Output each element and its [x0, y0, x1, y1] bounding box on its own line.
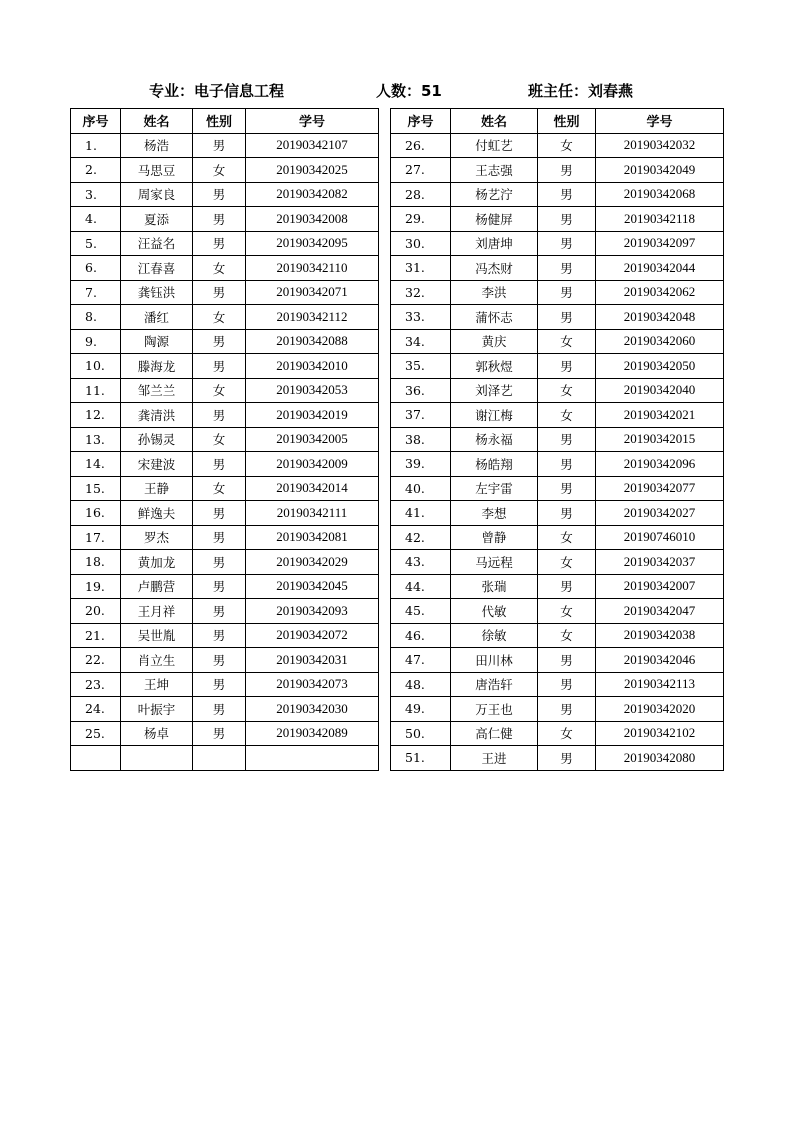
row-name: 杨皓翔 — [451, 452, 538, 477]
row-student-id: 20190342093 — [246, 599, 379, 624]
table-row — [391, 452, 724, 477]
roster-body-right — [391, 133, 724, 770]
row-name: 孙锡灵 — [121, 427, 193, 452]
table-row — [391, 329, 724, 354]
row-sex: 男 — [538, 746, 596, 771]
row-student-id: 20190342060 — [596, 329, 724, 354]
col-header-id: 学号 — [596, 109, 724, 134]
row-student-id: 20190342062 — [596, 280, 724, 305]
row-name: 徐敏 — [451, 623, 538, 648]
row-name: 张瑞 — [451, 574, 538, 599]
row-sex: 男 — [538, 452, 596, 477]
row-name: 邹兰兰 — [121, 378, 193, 403]
row-seq: 41. — [391, 501, 451, 526]
row-name: 杨永福 — [451, 427, 538, 452]
row-student-id: 20190342089 — [246, 721, 379, 746]
table-row — [391, 280, 724, 305]
row-sex: 男 — [538, 697, 596, 722]
row-name: 蒲怀志 — [451, 305, 538, 330]
row-seq: 23. — [71, 672, 121, 697]
col-header-name: 姓名 — [451, 109, 538, 134]
row-student-id: 20190342072 — [246, 623, 379, 648]
row-student-id: 20190342040 — [596, 378, 724, 403]
row-sex: 女 — [538, 550, 596, 575]
table-row — [71, 550, 379, 575]
table-row — [391, 354, 724, 379]
row-seq: 15. — [71, 476, 121, 501]
row-name: 马远程 — [451, 550, 538, 575]
table-row — [391, 427, 724, 452]
col-header-id: 学号 — [246, 109, 379, 134]
row-name: 冯杰财 — [451, 256, 538, 281]
table-row — [71, 746, 379, 771]
table-row — [391, 623, 724, 648]
table-row — [71, 378, 379, 403]
row-seq: 47. — [391, 648, 451, 673]
row-seq: 29. — [391, 207, 451, 232]
row-sex: 男 — [538, 501, 596, 526]
row-name: 黄加龙 — [121, 550, 193, 575]
row-sex: 男 — [193, 329, 246, 354]
row-seq: 28. — [391, 182, 451, 207]
row-student-id: 20190342037 — [596, 550, 724, 575]
row-student-id: 20190342113 — [596, 672, 724, 697]
row-sex: 男 — [193, 354, 246, 379]
row-seq: 7. — [71, 280, 121, 305]
table-row — [391, 133, 724, 158]
row-student-id: 20190342027 — [596, 501, 724, 526]
row-seq: 21. — [71, 623, 121, 648]
col-header-sex: 性别 — [193, 109, 246, 134]
table-row — [391, 525, 724, 550]
table-row — [71, 207, 379, 232]
row-sex: 男 — [193, 648, 246, 673]
row-name: 罗杰 — [121, 525, 193, 550]
table-row — [391, 574, 724, 599]
major-label: 专业：电子信息工程 — [149, 82, 285, 100]
table-row — [71, 574, 379, 599]
row-student-id: 20190342045 — [246, 574, 379, 599]
roster-table-left — [70, 108, 379, 771]
row-name: 卢鹏营 — [121, 574, 193, 599]
row-seq: 34. — [391, 329, 451, 354]
student-count-label: 人数：51 — [376, 82, 442, 100]
row-name: 刘泽艺 — [451, 378, 538, 403]
row-sex: 男 — [193, 525, 246, 550]
row-name: 潘红 — [121, 305, 193, 330]
row-sex: 女 — [193, 476, 246, 501]
row-seq: 44. — [391, 574, 451, 599]
row-name: 龚钰洪 — [121, 280, 193, 305]
col-header-seq: 序号 — [391, 109, 451, 134]
row-seq: 3. — [71, 182, 121, 207]
row-sex: 女 — [538, 378, 596, 403]
table-row — [391, 378, 724, 403]
table-row — [71, 452, 379, 477]
row-sex: 男 — [193, 550, 246, 575]
row-name: 王静 — [121, 476, 193, 501]
row-sex: 女 — [193, 256, 246, 281]
row-sex: 男 — [538, 207, 596, 232]
table-row — [71, 525, 379, 550]
row-sex: 男 — [193, 574, 246, 599]
row-name: 付虹艺 — [451, 133, 538, 158]
table-row — [71, 599, 379, 624]
row-sex — [193, 746, 246, 771]
row-student-id: 20190342071 — [246, 280, 379, 305]
row-sex: 男 — [193, 403, 246, 428]
col-header-seq: 序号 — [71, 109, 121, 134]
row-name: 谢江梅 — [451, 403, 538, 428]
row-name: 鲜逸夫 — [121, 501, 193, 526]
row-student-id: 20190342021 — [596, 403, 724, 428]
row-seq: 10. — [71, 354, 121, 379]
row-seq: 49. — [391, 697, 451, 722]
table-row — [391, 648, 724, 673]
row-student-id: 20190342077 — [596, 476, 724, 501]
row-name: 吴世胤 — [121, 623, 193, 648]
row-name: 滕海龙 — [121, 354, 193, 379]
row-sex: 男 — [193, 280, 246, 305]
row-seq: 18. — [71, 550, 121, 575]
table-row — [71, 476, 379, 501]
row-seq: 50. — [391, 721, 451, 746]
table-row — [391, 599, 724, 624]
row-sex: 男 — [193, 721, 246, 746]
row-student-id: 20190342014 — [246, 476, 379, 501]
row-name: 李想 — [451, 501, 538, 526]
row-seq — [71, 746, 121, 771]
row-student-id: 20190342073 — [246, 672, 379, 697]
row-sex: 男 — [193, 697, 246, 722]
row-seq: 14. — [71, 452, 121, 477]
row-student-id: 20190342031 — [246, 648, 379, 673]
table-row — [391, 697, 724, 722]
table-row — [391, 476, 724, 501]
row-sex: 男 — [538, 648, 596, 673]
table-row — [71, 697, 379, 722]
row-student-id: 20190342008 — [246, 207, 379, 232]
row-name: 陶源 — [121, 329, 193, 354]
row-sex: 女 — [538, 525, 596, 550]
row-sex: 女 — [538, 623, 596, 648]
row-student-id: 20190342080 — [596, 746, 724, 771]
row-student-id: 20190342097 — [596, 231, 724, 256]
row-name: 杨艺泞 — [451, 182, 538, 207]
row-seq: 38. — [391, 427, 451, 452]
row-name: 王进 — [451, 746, 538, 771]
row-sex: 女 — [193, 305, 246, 330]
row-name: 叶振宇 — [121, 697, 193, 722]
row-name: 宋建波 — [121, 452, 193, 477]
row-name: 周家良 — [121, 182, 193, 207]
row-student-id: 20190342015 — [596, 427, 724, 452]
table-row — [391, 182, 724, 207]
col-header-name: 姓名 — [121, 109, 193, 134]
row-seq: 9. — [71, 329, 121, 354]
row-student-id: 20190342046 — [596, 648, 724, 673]
table-row — [71, 158, 379, 183]
row-student-id: 20190342118 — [596, 207, 724, 232]
row-seq: 45. — [391, 599, 451, 624]
head-teacher-label: 班主任：刘春燕 — [528, 82, 634, 100]
row-seq: 24. — [71, 697, 121, 722]
table-header-row — [391, 109, 724, 134]
table-row — [391, 721, 724, 746]
row-sex: 女 — [538, 403, 596, 428]
table-row — [391, 256, 724, 281]
table-row — [71, 623, 379, 648]
row-student-id: 20190342049 — [596, 158, 724, 183]
row-student-id: 20190342047 — [596, 599, 724, 624]
row-seq: 42. — [391, 525, 451, 550]
row-student-id: 20190342096 — [596, 452, 724, 477]
row-seq: 8. — [71, 305, 121, 330]
row-student-id: 20190342025 — [246, 158, 379, 183]
row-sex: 男 — [193, 623, 246, 648]
row-name — [121, 746, 193, 771]
row-seq: 30. — [391, 231, 451, 256]
row-sex: 男 — [193, 452, 246, 477]
row-seq: 33. — [391, 305, 451, 330]
table-row — [71, 403, 379, 428]
row-seq: 31. — [391, 256, 451, 281]
row-name: 郭秋煜 — [451, 354, 538, 379]
row-student-id: 20190342048 — [596, 305, 724, 330]
row-seq: 43. — [391, 550, 451, 575]
row-seq: 32. — [391, 280, 451, 305]
row-name: 马思豆 — [121, 158, 193, 183]
row-seq: 5. — [71, 231, 121, 256]
row-seq: 20. — [71, 599, 121, 624]
table-row — [391, 746, 724, 771]
row-seq: 13. — [71, 427, 121, 452]
row-name: 唐浩轩 — [451, 672, 538, 697]
table-row — [391, 672, 724, 697]
row-seq: 36. — [391, 378, 451, 403]
row-sex: 男 — [538, 476, 596, 501]
row-seq: 48. — [391, 672, 451, 697]
table-row — [71, 231, 379, 256]
roster-table-right — [390, 108, 724, 771]
row-seq: 40. — [391, 476, 451, 501]
roster-body-left — [71, 133, 379, 770]
table-row — [71, 280, 379, 305]
row-sex: 男 — [538, 158, 596, 183]
table-row — [391, 501, 724, 526]
row-name: 王志强 — [451, 158, 538, 183]
table-row — [391, 231, 724, 256]
row-student-id: 20190342020 — [596, 697, 724, 722]
row-student-id: 20190342081 — [246, 525, 379, 550]
row-name: 杨卓 — [121, 721, 193, 746]
row-student-id: 20190342110 — [246, 256, 379, 281]
row-student-id: 20190342088 — [246, 329, 379, 354]
row-name: 夏添 — [121, 207, 193, 232]
row-sex: 男 — [538, 672, 596, 697]
table-header-row — [71, 109, 379, 134]
row-name: 左宇雷 — [451, 476, 538, 501]
table-row — [71, 256, 379, 281]
row-name: 杨浩 — [121, 133, 193, 158]
row-name: 肖立生 — [121, 648, 193, 673]
table-row — [71, 354, 379, 379]
row-student-id: 20190342007 — [596, 574, 724, 599]
table-row — [71, 329, 379, 354]
row-student-id: 20190342005 — [246, 427, 379, 452]
row-seq: 17. — [71, 525, 121, 550]
row-sex: 女 — [538, 721, 596, 746]
table-row — [391, 158, 724, 183]
row-seq: 27. — [391, 158, 451, 183]
table-row — [391, 550, 724, 575]
row-seq: 26. — [391, 133, 451, 158]
row-seq: 46. — [391, 623, 451, 648]
row-student-id: 20190342102 — [596, 721, 724, 746]
row-seq: 19. — [71, 574, 121, 599]
row-seq: 22. — [71, 648, 121, 673]
row-name: 高仁健 — [451, 721, 538, 746]
table-row — [71, 648, 379, 673]
row-name: 田川林 — [451, 648, 538, 673]
row-name: 万王也 — [451, 697, 538, 722]
table-row — [391, 207, 724, 232]
row-name: 李洪 — [451, 280, 538, 305]
row-sex: 男 — [193, 599, 246, 624]
row-student-id: 20190342030 — [246, 697, 379, 722]
row-student-id: 20190342095 — [246, 231, 379, 256]
row-student-id: 20190342053 — [246, 378, 379, 403]
row-name: 杨健屏 — [451, 207, 538, 232]
row-seq: 35. — [391, 354, 451, 379]
row-sex: 女 — [538, 329, 596, 354]
row-seq: 4. — [71, 207, 121, 232]
row-name: 江春喜 — [121, 256, 193, 281]
row-student-id: 20190342107 — [246, 133, 379, 158]
row-sex: 男 — [193, 231, 246, 256]
row-sex: 男 — [538, 427, 596, 452]
row-name: 黄庆 — [451, 329, 538, 354]
row-student-id: 20190342032 — [596, 133, 724, 158]
row-sex: 男 — [538, 280, 596, 305]
row-name: 代敏 — [451, 599, 538, 624]
table-row — [71, 721, 379, 746]
row-sex: 男 — [193, 133, 246, 158]
row-sex: 男 — [538, 256, 596, 281]
row-seq: 51. — [391, 746, 451, 771]
table-row — [71, 501, 379, 526]
row-sex: 女 — [538, 133, 596, 158]
row-sex: 男 — [538, 354, 596, 379]
row-sex: 女 — [538, 599, 596, 624]
row-sex: 男 — [538, 231, 596, 256]
row-sex: 男 — [193, 501, 246, 526]
row-seq: 2. — [71, 158, 121, 183]
row-sex: 男 — [193, 182, 246, 207]
row-name: 汪益名 — [121, 231, 193, 256]
row-student-id: 20190342082 — [246, 182, 379, 207]
row-seq: 37. — [391, 403, 451, 428]
row-student-id: 20190746010 — [596, 525, 724, 550]
row-student-id: 20190342009 — [246, 452, 379, 477]
row-seq: 39. — [391, 452, 451, 477]
row-seq: 25. — [71, 721, 121, 746]
row-student-id: 20190342111 — [246, 501, 379, 526]
table-row — [391, 403, 724, 428]
table-row — [391, 305, 724, 330]
row-sex: 女 — [193, 158, 246, 183]
row-sex: 男 — [538, 574, 596, 599]
row-name: 王月祥 — [121, 599, 193, 624]
row-student-id: 20190342112 — [246, 305, 379, 330]
row-student-id: 20190342044 — [596, 256, 724, 281]
row-seq: 11. — [71, 378, 121, 403]
row-student-id: 20190342050 — [596, 354, 724, 379]
table-row — [71, 182, 379, 207]
row-name: 刘唐坤 — [451, 231, 538, 256]
table-row — [71, 672, 379, 697]
table-row — [71, 305, 379, 330]
row-seq: 16. — [71, 501, 121, 526]
row-sex: 女 — [193, 427, 246, 452]
row-student-id: 20190342010 — [246, 354, 379, 379]
row-student-id: 20190342019 — [246, 403, 379, 428]
table-row — [71, 427, 379, 452]
row-name: 龚清洪 — [121, 403, 193, 428]
row-sex: 男 — [193, 672, 246, 697]
row-student-id: 20190342038 — [596, 623, 724, 648]
row-seq: 12. — [71, 403, 121, 428]
row-name: 曾静 — [451, 525, 538, 550]
row-sex: 男 — [538, 305, 596, 330]
row-seq: 6. — [71, 256, 121, 281]
row-sex: 男 — [538, 182, 596, 207]
row-sex: 男 — [193, 207, 246, 232]
row-seq: 1. — [71, 133, 121, 158]
table-row — [71, 133, 379, 158]
col-header-sex: 性别 — [538, 109, 596, 134]
row-name: 王坤 — [121, 672, 193, 697]
row-student-id — [246, 746, 379, 771]
row-student-id: 20190342068 — [596, 182, 724, 207]
row-sex: 女 — [193, 378, 246, 403]
row-student-id: 20190342029 — [246, 550, 379, 575]
